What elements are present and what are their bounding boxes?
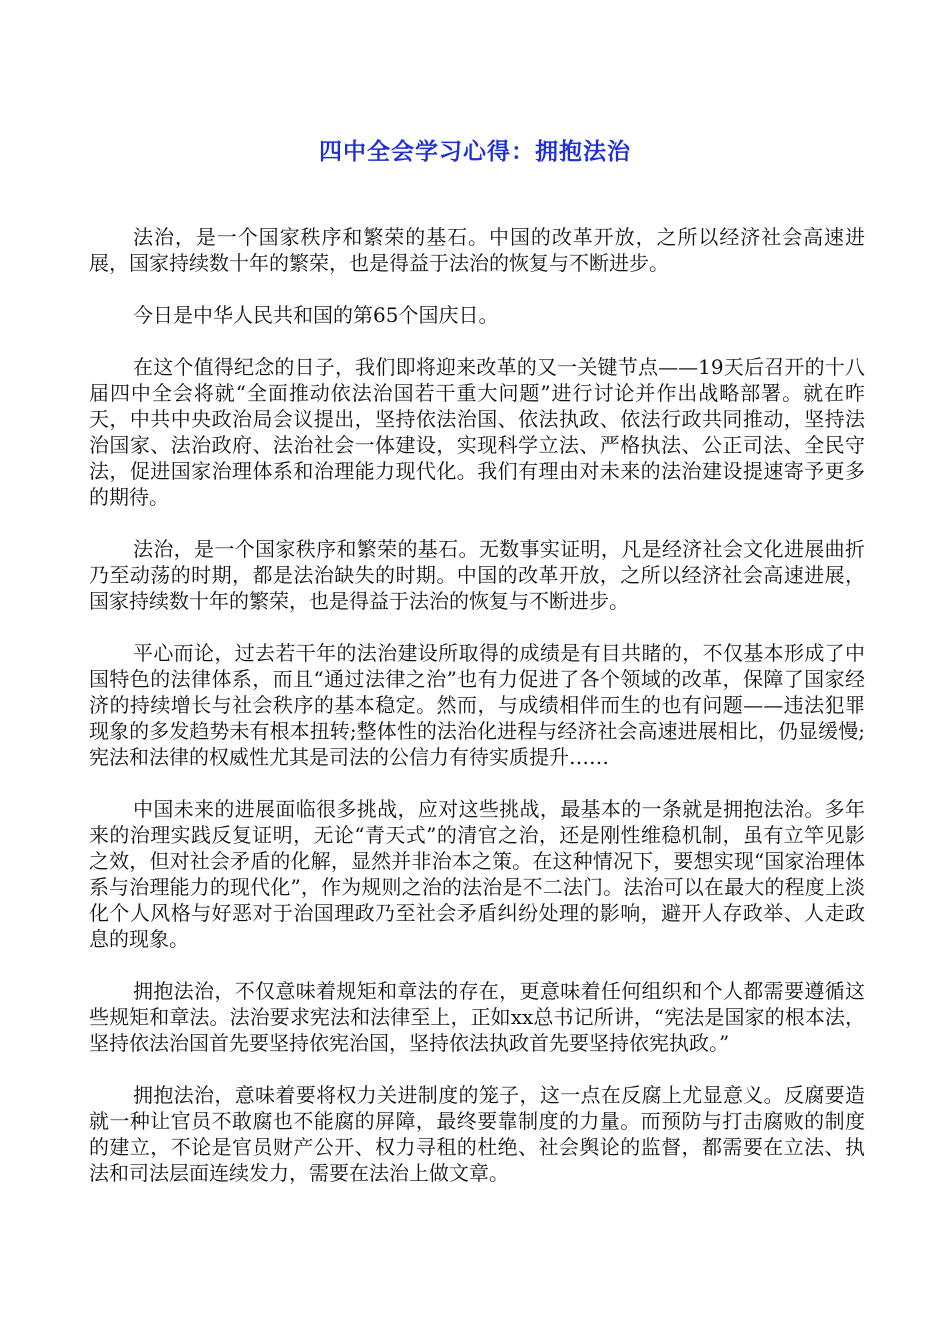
paragraph-3: 在这个值得纪念的日子，我们即将迎来改革的又一关键节点——19天后召开的十八届四中全会将就“全面推动依法治国若干重大问题”进行讨论并作出战略部署。就在昨天，中共中央政治局会议提出，坚持依法治国、依法执政、依法行政共同推动，坚持法治国家、法治政府、法治社会一体建设，实现科学立法、严格执法、公正司法、全民守法，促进国家治理体系和治理能力现代化。我们有理由对未来的法治建设提速寄予更多的期待。 [89,355,865,509]
paragraph-8: 拥抱法治，意味着要将权力关进制度的笼子，这一点在反腐上尤显意义。反腐要造就一种让官员不敢腐也不能腐的屏障，最终要靠制度的力量。而预防与打击腐败的制度的建立，不论是官员财产公开、权力寻租的杜绝、社会舆论的监督，都需要在立法、执法和司法层面连续发力，需要在法治上做文章。 [89,1083,865,1185]
paragraph-1: 法治，是一个国家秩序和繁荣的基石。中国的改革开放，之所以经济社会高速进展，国家持续数十年的繁荣，也是得益于法治的恢复与不断进步。 [89,225,865,275]
paragraph-2: 今日是中华人民共和国的第65个国庆日。 [133,303,499,327]
page-title: 四中全会学习心得：拥抱法治 [319,139,631,165]
paragraph-4: 法治，是一个国家秩序和繁荣的基石。无数事实证明，凡是经济社会文化进展曲折乃至动荡的时期，都是法治缺失的时期。中国的改革开放，之所以经济社会高速进展，国家持续数十年的繁荣，也是得益于法治的恢复与不断进步。 [89,537,865,613]
paragraph-6: 中国未来的进展面临很多挑战，应对这些挑战，最基本的一条就是拥抱法治。多年来的治理实践反复证明，无论“青天式”的清官之治，还是刚性维稳机制，虽有立竿见影之效，但对社会矛盾的化解，显然并非治本之策。在这种情况下，要想实现“国家治理体系与治理能力的现代化”，作为规则之治的法治是不二法门。法治可以在最大的程度上淡化个人风格与好恶对于治国理政乃至社会矛盾纠纷处理的影响，避开人存政举、人走政息的现象。 [89,797,865,951]
paragraph-7: 拥抱法治，不仅意味着规矩和章法的存在，更意味着任何组织和个人都需要遵循这些规矩和章法。法治要求宪法和法律至上，正如xx总书记所讲，“宪法是国家的根本法，坚持依法治国首先要坚持依宪治国，坚持依法执政首先要坚持依宪执政。” [89,979,865,1055]
paragraph-5: 平心而论，过去若干年的法治建设所取得的成绩是有目共睹的，不仅基本形成了中国特色的法律体系，而且“通过法律之治”也有力促进了各个领域的改革，保障了国家经济的持续增长与社会秩序的基本稳定。然而，与成绩相伴而生的也有问题——违法犯罪现象的多发趋势未有根本扭转;整体性的法治化进程与经济社会高速进展相比，仍显缓慢;宪法和法律的权威性尤其是司法的公信力有待实质提升…… [89,641,865,769]
document-body [89,224,865,1212]
